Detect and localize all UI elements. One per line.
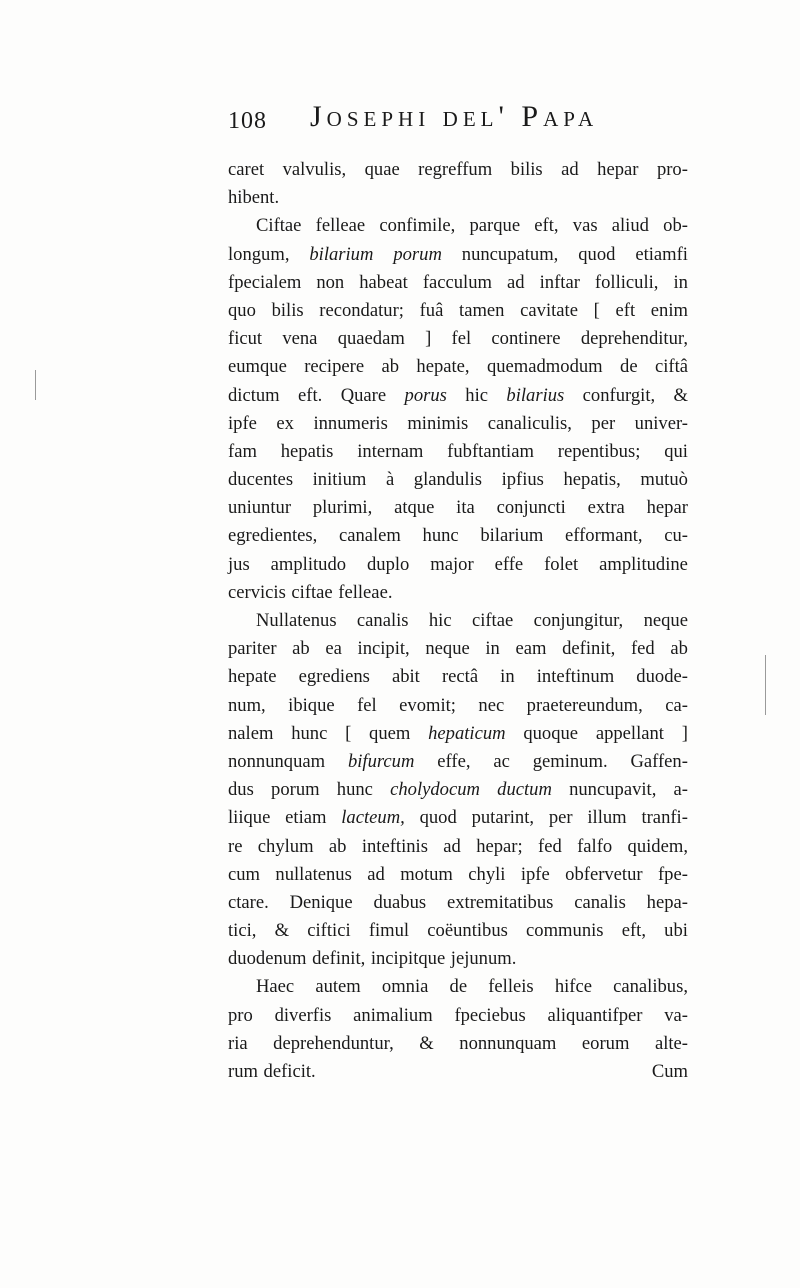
word: rectâ [441, 666, 479, 688]
word: repentibus; [557, 440, 641, 462]
word: egrediens [298, 666, 370, 688]
word: habeat [359, 271, 408, 293]
word: canalis [356, 610, 409, 631]
word: enim [650, 299, 688, 321]
word: egredientes, [228, 525, 318, 547]
word: pro- [656, 159, 688, 180]
word: canalem [338, 525, 401, 547]
word: fpeciebus [454, 1004, 526, 1026]
word: hibent. [228, 187, 280, 209]
word: a- [673, 779, 688, 801]
word: per [591, 412, 616, 434]
running-head: Josephi del' Papa [310, 100, 599, 133]
italic-word: bifurcum [347, 750, 415, 772]
margin-mark [35, 370, 36, 400]
word: confurgit, [582, 384, 656, 406]
word: ita [456, 497, 475, 519]
word: bilis [510, 159, 543, 180]
word: re [228, 835, 243, 857]
word: ea [325, 638, 342, 660]
text-line [228, 241, 688, 269]
word: alte- [654, 1032, 688, 1054]
word: per [548, 807, 573, 829]
word: aliud [611, 215, 649, 237]
text-line [228, 184, 688, 212]
word: quaedam [337, 328, 405, 350]
word: ducentes [228, 469, 294, 491]
body-text [228, 156, 688, 1086]
word: hunc [291, 722, 328, 744]
word: folliculi, [594, 271, 659, 293]
word: fed [538, 835, 562, 857]
word: nuncupatum, [461, 243, 559, 265]
text-line [228, 663, 688, 691]
word: felleae. [338, 581, 393, 603]
word: bilis [271, 299, 304, 321]
word: mutuò [640, 469, 688, 491]
word: deprehenditur, [580, 328, 688, 350]
word: eft. [298, 384, 323, 406]
word: fpecialem [228, 271, 302, 293]
word: & [419, 1032, 434, 1054]
word: duabus [373, 891, 427, 913]
word: liique [228, 807, 271, 829]
word: univer- [634, 412, 688, 434]
word: quae [364, 159, 400, 180]
word: diverfis [274, 1004, 332, 1026]
text-line [228, 917, 688, 945]
italic-word: ductum [497, 779, 552, 801]
word: chyli [468, 863, 506, 885]
text-line [228, 1002, 688, 1030]
word: recipere [304, 356, 365, 378]
word: nonnunquam [459, 1032, 557, 1054]
italic-word: bilarius [506, 384, 565, 406]
word: felleis [488, 976, 534, 998]
word: cu- [664, 525, 688, 547]
text-line [228, 438, 688, 466]
word: cavitate [520, 299, 578, 321]
word: ad [561, 159, 579, 180]
word: plurimi, [312, 497, 373, 519]
word: ibique [288, 694, 335, 716]
word: major [430, 553, 474, 575]
word: parque [469, 215, 521, 237]
word: omnia [381, 976, 429, 998]
word: appellant [595, 722, 664, 744]
word: hepar [597, 159, 639, 180]
word: folet [544, 553, 579, 575]
word: duodenum [228, 948, 307, 970]
word: fimul [368, 920, 410, 942]
word: ciftae [291, 581, 333, 603]
word: quoque [523, 722, 579, 744]
word: ad [367, 863, 385, 885]
text-line [228, 494, 688, 522]
italic-word: porum [393, 243, 442, 265]
word: rum [228, 1061, 258, 1082]
word: in [485, 638, 500, 660]
page-header [228, 100, 688, 146]
word: tamen [459, 299, 505, 321]
text-line [228, 212, 688, 240]
word: duplo [366, 553, 410, 575]
word: nec [478, 694, 505, 716]
word: hic [428, 610, 452, 631]
word: definit, [562, 638, 616, 660]
word: hic [465, 384, 489, 406]
word: hepate, [416, 356, 470, 378]
word: ad [443, 835, 461, 857]
word: valvulis, [282, 159, 347, 180]
text-line [228, 833, 688, 861]
word: coëuntibus [427, 920, 508, 942]
word: effe [494, 553, 524, 575]
word: conjuncti [496, 497, 566, 519]
word: Denique [289, 891, 353, 913]
word: tranfi- [641, 807, 688, 829]
word: pariter [228, 638, 277, 660]
word: autem [315, 976, 361, 998]
word: Nullatenus [256, 610, 337, 631]
word: quemadmodum [486, 356, 603, 378]
word: ipfe [228, 412, 257, 434]
word: de [620, 356, 638, 378]
word: quod [578, 243, 616, 265]
word: extremitatibus [446, 891, 554, 913]
word: Haec [256, 976, 295, 998]
word: hepate [228, 666, 277, 688]
word: extra [587, 497, 625, 519]
word: Gaffen- [630, 750, 688, 772]
word: recondatur; [319, 299, 404, 321]
word: communis [526, 920, 604, 942]
word: & [673, 384, 688, 406]
text-line [228, 720, 688, 748]
word: internam [357, 440, 424, 462]
text-line [228, 579, 688, 607]
word: eft, [621, 920, 646, 942]
text-line [228, 1030, 688, 1058]
word: evomit; [399, 694, 456, 716]
word: geminum. [532, 750, 608, 772]
word: aliquantifper [547, 1004, 643, 1026]
word: in [673, 271, 688, 293]
word: hepar; [476, 835, 523, 857]
word: ciftici [307, 920, 351, 942]
word: inteftinis [361, 835, 428, 857]
word: Ciftae [256, 215, 302, 237]
word: facculum [422, 271, 492, 293]
word: ] [681, 722, 688, 744]
word: nalem [228, 722, 274, 744]
word: & [274, 920, 290, 942]
word: fed [630, 638, 655, 660]
word: fel [357, 694, 377, 716]
word: ubi [664, 920, 688, 942]
word: neque [643, 610, 688, 631]
word: Quare [340, 384, 387, 406]
word: ob- [663, 215, 688, 237]
word: praetereundum, [526, 694, 643, 716]
word: inteftinum [536, 666, 615, 688]
word: ab [292, 638, 310, 660]
word: [ [593, 299, 600, 321]
text-line [228, 466, 688, 494]
text-line [228, 410, 688, 438]
word: de [449, 976, 468, 998]
word: innumeris [313, 412, 388, 434]
word: cum [228, 863, 261, 885]
word: deprehenduntur, [273, 1032, 394, 1054]
word: conjungitur, [533, 610, 624, 631]
text-line [228, 973, 688, 1001]
word: incipitque [370, 948, 446, 970]
word: felleae [315, 215, 366, 237]
margin-mark [765, 655, 766, 715]
text-line [228, 156, 688, 184]
text-line [228, 776, 688, 804]
word: bilarium [480, 525, 544, 547]
word: hepar [646, 497, 688, 519]
word: canalis [574, 891, 626, 913]
word: hepatis [280, 440, 334, 462]
word: eam [515, 638, 547, 660]
word: pro [228, 1004, 253, 1026]
word: ficut [228, 328, 263, 350]
word: nuncupavit, [569, 779, 657, 801]
word: inftar [539, 271, 580, 293]
word: ] [425, 328, 432, 350]
word: non [316, 271, 345, 293]
word: illum [587, 807, 627, 829]
italic-word: porus [404, 384, 447, 406]
text-line [228, 692, 688, 720]
text-line [228, 635, 688, 663]
word: canalibus, [613, 976, 688, 998]
word: ab [670, 638, 688, 660]
word: ipfe [520, 863, 550, 885]
word: porum [271, 779, 320, 801]
word: nullatenus [275, 863, 352, 885]
word: jus [228, 553, 250, 575]
word: neque [425, 638, 470, 660]
text-line [228, 945, 688, 973]
word: definit, [312, 948, 366, 970]
word: amplitudo [270, 553, 347, 575]
word: hunc [336, 779, 373, 801]
word: confimile, [379, 215, 456, 237]
word: ipfius [501, 469, 544, 491]
word: dictum [228, 384, 280, 406]
word: hifce [554, 976, 592, 998]
word: efformant, [564, 525, 643, 547]
word: longum, [228, 243, 290, 265]
page-number: 108 [228, 108, 267, 134]
word: obfervetur [565, 863, 643, 885]
word: etiam [285, 807, 327, 829]
word: uniuntur [228, 497, 292, 519]
word: ca- [665, 694, 688, 716]
text-line [228, 353, 688, 381]
text-line [228, 269, 688, 297]
text-line [228, 607, 688, 635]
word: hunc [422, 525, 459, 547]
word: quidem, [627, 835, 688, 857]
word: deficit. [263, 1061, 316, 1082]
word: cervicis [228, 581, 286, 603]
catchword: Cum [651, 1061, 688, 1082]
text-line [228, 325, 688, 353]
word: ac [493, 750, 510, 772]
word: nonnunquam [228, 750, 326, 772]
word: atque [394, 497, 435, 519]
word: hepa- [646, 891, 688, 913]
text-line [228, 297, 688, 325]
word: eorum [581, 1032, 630, 1054]
word: ciftae [471, 610, 514, 631]
word: eft, [534, 215, 559, 237]
word: amplitudine [599, 553, 688, 575]
word: putarint, [471, 807, 535, 829]
word: fam [228, 440, 257, 462]
word: qui [664, 440, 688, 462]
italic-word: hepaticum [428, 722, 506, 744]
italic-word: lacteum, [341, 807, 405, 829]
word: ab [328, 835, 347, 857]
word: dus [228, 779, 254, 801]
word: fpe- [657, 863, 688, 885]
word: minimis [407, 412, 469, 434]
word: ctare. [228, 891, 269, 913]
word: hepatis, [563, 469, 621, 491]
word: ab [381, 356, 400, 378]
italic-word: bilarium [309, 243, 374, 265]
text-line [228, 522, 688, 550]
word: va- [664, 1004, 688, 1026]
text-line [228, 551, 688, 579]
word: quo [228, 299, 256, 321]
word: abit [391, 666, 420, 688]
word: jejunum. [450, 948, 517, 970]
word: fel [451, 328, 472, 350]
word: quem [369, 722, 411, 744]
word: etiamfi [635, 243, 688, 265]
text-line [228, 748, 688, 776]
text-line [228, 1058, 688, 1086]
word: caret [228, 159, 265, 180]
word: tici, [228, 920, 257, 942]
italic-word: cholydocum [390, 779, 480, 801]
word: glandulis [413, 469, 482, 491]
word: incipit, [357, 638, 410, 660]
text-line [228, 889, 688, 917]
word: canaliculis, [487, 412, 572, 434]
word: fuâ [419, 299, 444, 321]
word: ciftâ [654, 356, 688, 378]
word: vas [572, 215, 598, 237]
word: ex [276, 412, 294, 434]
word: fubftantiam [447, 440, 534, 462]
word: effe, [437, 750, 471, 772]
word: in [500, 666, 515, 688]
word: falfo [577, 835, 613, 857]
word: animalium [353, 1004, 433, 1026]
word: regreffum [418, 159, 493, 180]
word: continere [491, 328, 561, 350]
word: motum [400, 863, 453, 885]
text-line [228, 861, 688, 889]
text-line [228, 382, 688, 410]
word: ria [228, 1032, 248, 1054]
word: [ [345, 722, 352, 744]
word: quod [419, 807, 457, 829]
word: initium [312, 469, 367, 491]
word: vena [282, 328, 318, 350]
word: eft [615, 299, 636, 321]
word: à [385, 469, 395, 491]
word: num, [228, 694, 266, 716]
word: chylum [257, 835, 314, 857]
text-line [228, 804, 688, 832]
word: ad [507, 271, 525, 293]
word: duode- [636, 666, 688, 688]
word: eumque [228, 356, 287, 378]
